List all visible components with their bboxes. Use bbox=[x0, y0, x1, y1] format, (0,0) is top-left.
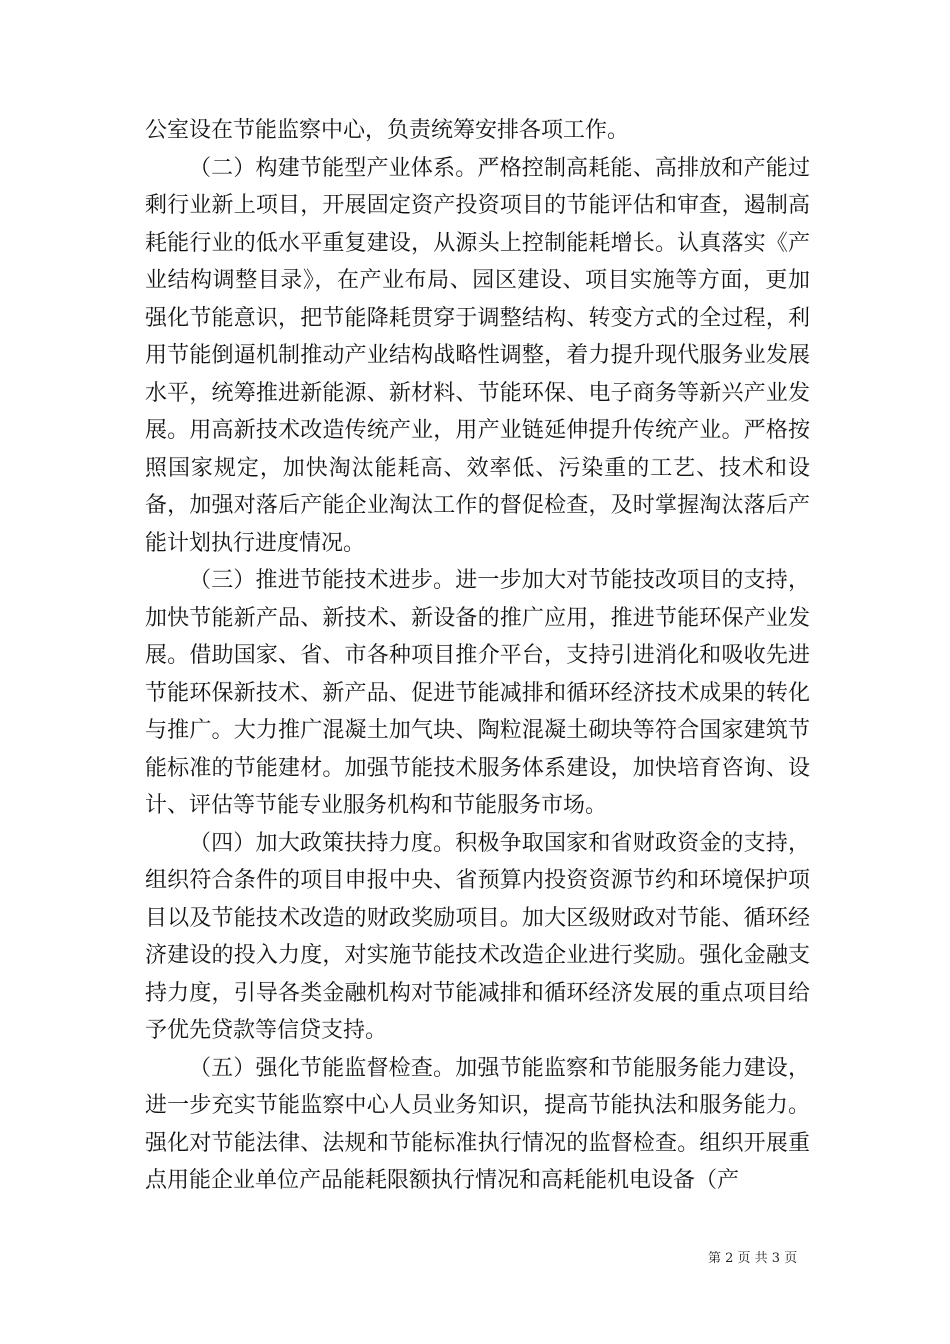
paragraph-policy-support: （四）加大政策扶持力度。积极争取国家和省财政资金的支持，组织符合条件的项目申报中央、省预算内投资资源节约和环境保护项目以及节能技术改造的财政奖励项目。加大区级财政对节能、循环经济建设的投入力度，对实施节能技术改造企业进行奖励。强化金融支持力度，引导各类金融机构对节能减排和循环经济发展的重点项目给予优先贷款等信贷支持。 bbox=[145, 830, 810, 1043]
page-number-footer: 第 2 页 共 3 页 bbox=[708, 1251, 798, 1266]
paragraph-continuation: 公室设在节能监察中心，负责统筹安排各项工作。 bbox=[145, 118, 630, 143]
paragraph-industrial-system: （二）构建节能型产业体系。严格控制高耗能、高排放和产能过剩行业新上项目，开展固定资产投资项目的节能评估和审查，遏制高耗能行业的低水平重复建设，从源头上控制能耗增长。认真落实《产业结构调整目录》，在产业布局、园区建设、项目实施等方面，更加强化节能意识，把节能降耗贯穿于调整结构、转变方式的全过程，利用节能倒逼机制推动产业结构战略性调整，着力提升现代服务业发展水平，统筹推进新能源、新材料、节能环保、电子商务等新兴产业发展。用高新技术改造传统产业，用产业链延伸提升传统产业。严格按照国家规定，加快淘汰能耗高、效率低、污染重的工艺、技术和设备，加强对落后产能企业淘汰工作的督促检查，及时掌握淘汰落后产能计划执行进度情况。 bbox=[145, 155, 810, 556]
paragraph-technology-progress: （三）推进节能技术进步。进一步加大对节能技改项目的支持，加快节能新产品、新技术、新设备的推广应用，推进节能环保产业发展。借助国家、省、市各种项目推介平台，支持引进消化和吸收先进节能环保新技术、新产品、促进节能减排和循环经济技术成果的转化与推广。大力推广混凝土加气块、陶粒混凝土砌块等符合国家建筑节能标准的节能建材。加强节能技术服务体系建设，加快培育咨询、设计、评估等节能专业服务机构和节能服务市场。 bbox=[145, 568, 810, 818]
paragraph-supervision: （五）强化节能监督检查。加强节能监察和节能服务能力建设，进一步充实节能监察中心人员业务知识，提高节能执法和服务能力。强化对节能法律、法规和节能标准执行情况的监督检查。组织开展重点用能企业单位产品能耗限额执行情况和高耗能机电设备（产 bbox=[145, 1055, 810, 1193]
document-body bbox=[145, 112, 810, 1200]
